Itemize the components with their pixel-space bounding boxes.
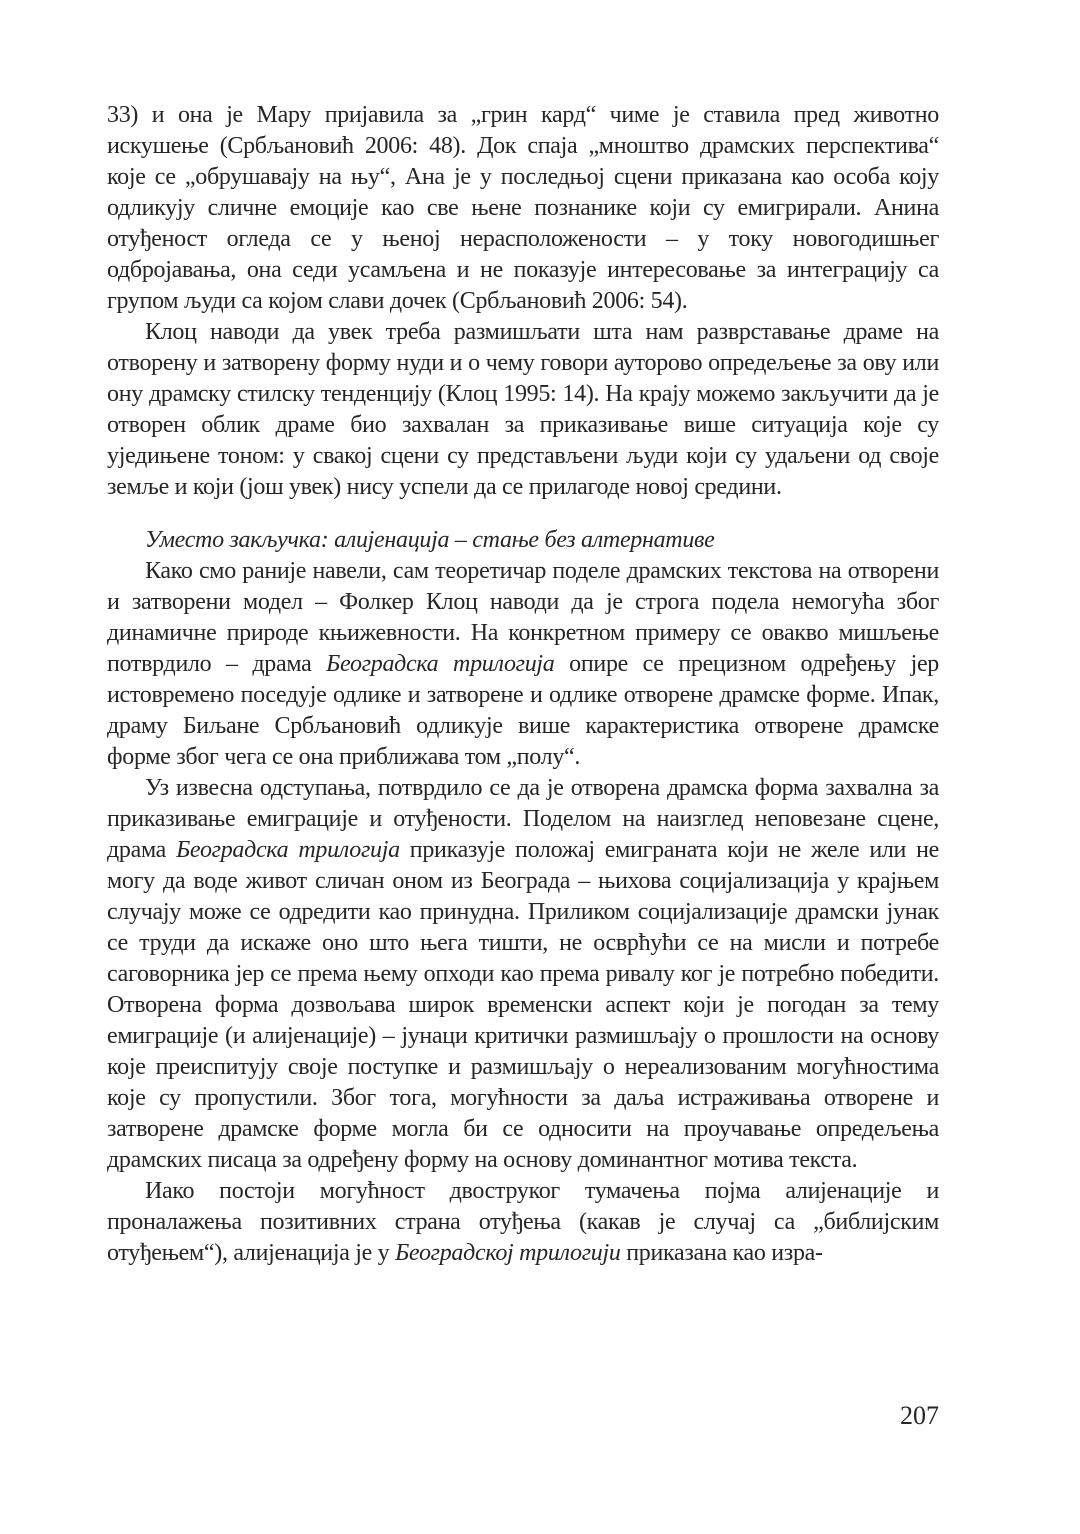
text-run: 33) и она је Мару пријавила за „грин кард“ чиме је ставила пред животно искушење (Србљановић 2006: 48). Док спаја „мноштво драмских перспектива“ које се „обрушавају на њу“, Ана је у последњој сцени приказана као особа коју одликују сличне емоције као све њене познанике који су емигрирали. Анина отуђеност огледа се у њеној нерасположености – у току новогодишњег одбројавања, она седи усамљена и не показује интересовање за интеграцију са групом људи са којом слави дочек (Србљановић 2006: 54). (107, 102, 939, 314)
section-heading (107, 525, 939, 556)
text-run: Иако постоји могућност двоструког тумачења појма алијенације и проналажења позитивних страна отуђења (какав је случај са „библијским отуђењем“), алијенација је у (107, 1178, 939, 1266)
italic-run: Београдска трилогија (176, 837, 400, 863)
text-column (107, 100, 939, 1269)
paragraph (107, 556, 939, 773)
italic-run: Београдска трилогија (326, 651, 555, 677)
text-run: Како смо раније навели, сам теоретичар поделе драмских текстова на отворени и затворени модел – Фолкер Клоц наводи да је строга подела немогућа због динамичне природе књижевности. На конкретном примеру се овакво мишљење потврдило – драма (107, 558, 939, 677)
paragraph (107, 317, 939, 503)
text-run: опире се прецизном одређењу јер истовремено поседује одлике и затворене и одлике отворене драмске форме. Ипак, драму Биљане Србљановић одликује више карактеристика отворене драмске форме због чега се она приближава том „полу“. (107, 651, 939, 770)
italic-run: Уместо закључка: алијенација – стање без алтернативе (145, 527, 715, 553)
text-run: приказује положај емиграната који не желе или не могу да воде живот сличан оном из Београда – њихова социјализација у крајњем случају може се одредити као принудна. Приликом социјализације драмски јунак се труди да искаже оно што њега тишти, не осврћући се на мисли и потребе саговорника јер се према њему опходи као према ривалу ког је потребно победити. Отворена форма дозвољава широк временски аспект који је погодан за тему емиграције (и алијенације) – јунаци критички размишљају о прошлости на основу које преиспитују своје поступке и размишљају о нереализованим могућностима које су пропустили. Због тога, могућности за даља истраживања отворене и затворене драмске форме могла би се односити на проучавање опредељења драмских писаца за одређену форму на основу доминантног мотива текста. (107, 837, 939, 1173)
text-run: приказана као изра- (620, 1240, 823, 1266)
italic-run: Београдској трилогији (395, 1240, 621, 1266)
paragraph (107, 773, 939, 1176)
paragraph (107, 100, 939, 317)
text-run: Клоц наводи да увек треба размишљати шта нам разврставање драме на отворену и затворену форму нуди и о чему говори ауторово опредељење за ову или ону драмску стилску тенденцију (Клоц 1995: 14). На крају можемо закључити да је отворен облик драме био захвалан за приказивање више ситуација које су уједињене тоном: у свакој сцени су представљени људи који су удаљени од своје земље и који (још увек) нису успели да се прилагоде новој средини. (107, 319, 939, 500)
page-number: 207 (900, 1401, 939, 1430)
text-run: Уз извесна одступања, потврдило се да је отворена драмска форма захвална за приказивање емиграције и отуђености. Поделом на наизглед неповезане сцене, драма (107, 775, 939, 863)
paragraph (107, 1176, 939, 1269)
